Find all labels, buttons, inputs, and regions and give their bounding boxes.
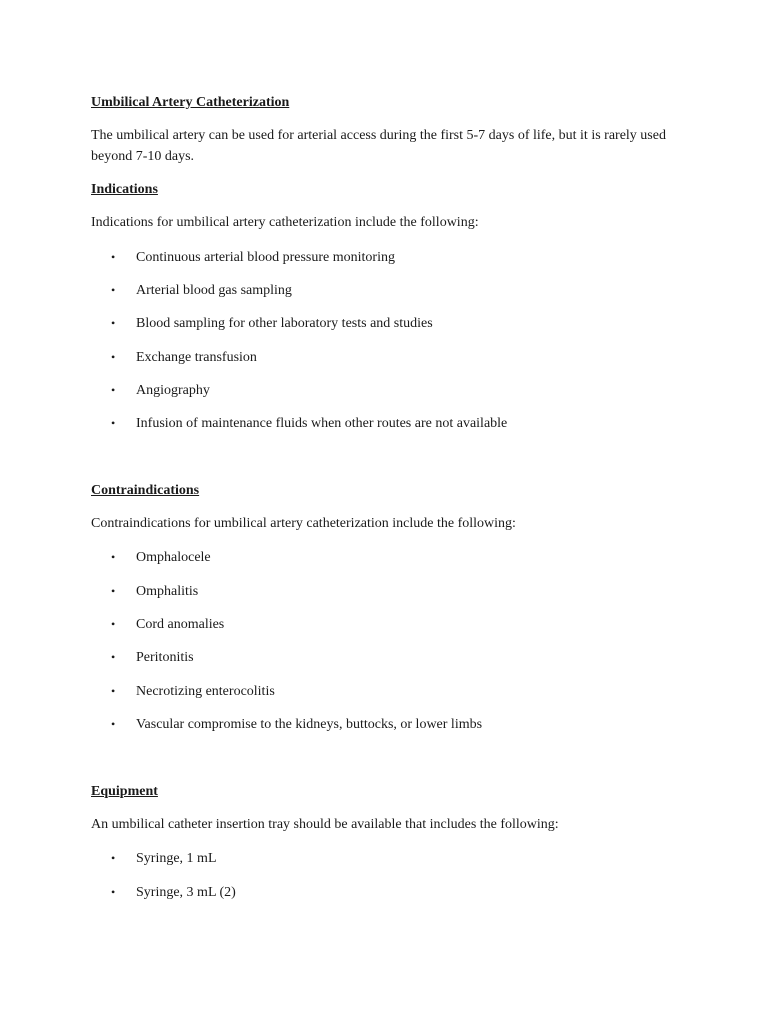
bullet-icon: • — [111, 885, 116, 899]
list-item-text: Arterial blood gas sampling — [136, 283, 292, 298]
list-item — [111, 414, 507, 433]
list-item — [111, 883, 236, 902]
section-heading-indications: Indications — [91, 182, 158, 197]
bullet-icon: • — [111, 383, 116, 397]
list-item-text: Necrotizing enterocolitis — [136, 684, 275, 699]
list-item — [111, 248, 395, 267]
equipment-intro: An umbilical catheter insertion tray should be available that includes the following: — [91, 817, 559, 832]
section-heading-contraindications: Contraindications — [91, 483, 200, 498]
section-heading-equipment: Equipment — [91, 784, 158, 799]
bullet-icon: • — [111, 283, 116, 297]
list-item-text: Omphalocele — [136, 550, 211, 565]
list-item — [111, 582, 198, 601]
list-item — [111, 548, 211, 567]
list-item — [111, 615, 224, 634]
bullet-icon: • — [111, 316, 116, 330]
list-item — [111, 314, 433, 333]
list-item-text: Vascular compromise to the kidneys, buttocks, or lower limbs — [136, 717, 483, 732]
bullet-icon: • — [111, 250, 116, 264]
list-item-text: Infusion of maintenance fluids when other routes are not available — [136, 416, 508, 431]
list-item — [111, 648, 194, 667]
bullet-icon: • — [111, 550, 116, 564]
list-item-text: Syringe, 3 mL (2) — [136, 885, 236, 900]
contraindications-intro: Contraindications for umbilical artery catheterization include the following: — [91, 516, 516, 531]
list-item-text: Continuous arterial blood pressure monitoring — [136, 250, 395, 265]
indications-intro: Indications for umbilical artery catheterization include the following: — [91, 215, 479, 230]
bullet-icon: • — [111, 684, 116, 698]
bullet-icon: • — [111, 617, 116, 631]
list-item-text: Exchange transfusion — [136, 350, 257, 365]
list-item — [111, 849, 217, 868]
list-item — [111, 682, 275, 701]
section-heading-umbilical-artery-catheterization: Umbilical Artery Catheterization — [91, 95, 290, 110]
list-item — [111, 281, 292, 300]
bullet-icon: • — [111, 650, 116, 664]
list-item — [111, 348, 257, 367]
list-item — [111, 381, 210, 400]
bullet-icon: • — [111, 851, 116, 865]
list-item-text: Angiography — [136, 383, 210, 398]
section-paragraph-intro: The umbilical artery can be used for arterial access during the first 5-7 days of life, but it is rarely used beyond 7-10 days. — [91, 128, 666, 164]
bullet-icon: • — [111, 717, 116, 731]
list-item-text: Omphalitis — [136, 584, 199, 599]
list-item-text: Peritonitis — [136, 650, 194, 665]
list-item-text: Blood sampling for other laboratory tests and studies — [136, 316, 433, 331]
list-item — [111, 715, 482, 734]
bullet-icon: • — [111, 584, 116, 598]
bullet-icon: • — [111, 350, 116, 364]
list-item-text: Cord anomalies — [136, 617, 225, 632]
bullet-icon: • — [111, 416, 116, 430]
list-item-text: Syringe, 1 mL — [136, 851, 217, 866]
